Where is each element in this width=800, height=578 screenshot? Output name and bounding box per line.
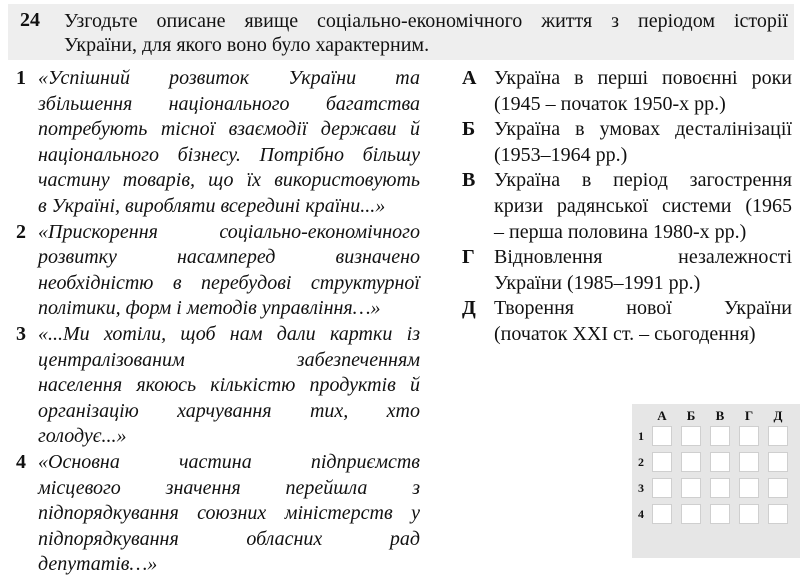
question-number: 24 <box>20 9 40 31</box>
grid-row-header: 4 <box>638 507 644 521</box>
statement-number: 4 <box>16 450 26 473</box>
statement-line: місцевого значення перейшла з <box>38 476 420 499</box>
answer-cell[interactable] <box>768 504 788 524</box>
grid-row-header: 1 <box>638 429 644 443</box>
answer-cell[interactable] <box>681 478 701 498</box>
answer-cell[interactable] <box>768 478 788 498</box>
statements-column <box>16 66 420 578</box>
option-line: (початок XXI ст. – сьогодення) <box>494 322 756 345</box>
option-line: (1945 – початок 1950-х рр.) <box>494 92 726 115</box>
answer-cell[interactable] <box>710 426 730 446</box>
statement-line: «...Ми хотіли, щоб нам дали картки із <box>38 322 420 345</box>
statement-line: політики, форм і методів управління…» <box>38 297 381 320</box>
statement-number: 3 <box>16 322 26 345</box>
statement-line: населення якоюсь кількістю продуктів й <box>38 374 420 397</box>
option-letter: Д <box>462 297 476 320</box>
option-letter: Г <box>462 246 475 269</box>
grid-row-header: 2 <box>638 455 644 469</box>
statement-line: «Основна частина підприємств <box>38 450 420 473</box>
answer-grid <box>632 404 800 558</box>
answer-cell[interactable] <box>710 478 730 498</box>
option-line: Україна в період загострення <box>494 169 792 192</box>
grid-column-header: Б <box>686 408 696 423</box>
answer-cell[interactable] <box>710 452 730 472</box>
option-a <box>462 66 792 117</box>
statement-line: необхідністю в перебудові структурної <box>38 271 420 294</box>
answer-cell[interactable] <box>652 478 672 498</box>
answer-cell[interactable] <box>681 504 701 524</box>
statement-2 <box>16 220 420 322</box>
option-line: Творення нової України <box>494 297 792 320</box>
answer-cell[interactable] <box>768 452 788 472</box>
statement-3 <box>16 322 420 450</box>
statement-line: організацію харчування тих, хто <box>38 399 420 422</box>
grid-row-header: 3 <box>638 481 644 495</box>
statement-line: розвитку насамперед визначено <box>38 246 420 269</box>
statement-1 <box>16 66 420 220</box>
statement-line: підпорядкування обласних рад <box>38 527 420 550</box>
option-letter: В <box>462 169 476 192</box>
option-v <box>462 168 792 245</box>
statement-line: збільшення національного багатства <box>38 92 420 115</box>
statement-line: «Прискорення соціально-економічного <box>38 220 420 243</box>
grid-column-header: А <box>657 408 667 423</box>
statement-line: «Успішний розвиток України та <box>38 67 420 89</box>
grid-column-header: В <box>715 408 725 423</box>
statement-number: 2 <box>16 220 26 243</box>
answer-cell[interactable] <box>768 426 788 446</box>
statement-line: депутатів…» <box>38 553 158 576</box>
question-header <box>8 4 794 60</box>
option-line: Україна в умовах десталінізації <box>494 118 792 141</box>
answer-cell[interactable] <box>652 426 672 446</box>
option-line: Відновлення незалежності <box>494 246 792 269</box>
option-letter: А <box>462 67 477 89</box>
statement-line: голодує...» <box>38 425 127 448</box>
statement-line: централізованим забезпеченням <box>38 348 420 371</box>
answer-cell[interactable] <box>652 452 672 472</box>
statement-4 <box>16 450 420 578</box>
statement-line: в Україні, виробляти всередині країни...» <box>38 194 386 217</box>
grid-column-header: Г <box>744 408 754 423</box>
option-letter: Б <box>462 118 476 141</box>
option-line: кризи радянської системи (1965 <box>494 194 792 217</box>
statement-number: 1 <box>16 67 26 89</box>
option-line: Україна в перші повоєнні роки <box>494 67 792 89</box>
statement-line: підпорядкування союзних міністерств у <box>38 502 420 525</box>
option-d <box>462 296 792 347</box>
option-h <box>462 245 792 296</box>
answer-cell[interactable] <box>710 504 730 524</box>
option-b <box>462 117 792 168</box>
answer-cell[interactable] <box>681 452 701 472</box>
question-text-line: Узгодьте описане явище соціально-економічного життя з періодом історії <box>64 10 788 32</box>
option-line: України (1985–1991 рр.) <box>494 271 701 294</box>
answer-cell[interactable] <box>739 452 759 472</box>
answer-cell[interactable] <box>739 426 759 446</box>
option-line: (1953–1964 рр.) <box>494 143 628 166</box>
answer-cell[interactable] <box>739 478 759 498</box>
options-column <box>462 66 792 348</box>
answer-cell[interactable] <box>739 504 759 524</box>
grid-column-header: Д <box>773 408 783 423</box>
option-line: – перша половина 1980-х рр.) <box>494 220 747 243</box>
statement-line: національного бізнесу. Потрібно більшу <box>38 143 420 166</box>
answer-cell[interactable] <box>652 504 672 524</box>
statement-line: потребують тісної взаємодії держави й <box>38 118 420 141</box>
question-text <box>64 9 788 57</box>
statement-line: частину товарів, що їх використовують <box>38 169 420 192</box>
answer-cell[interactable] <box>681 426 701 446</box>
question-text-line: України, для якого воно було характерним. <box>64 34 430 56</box>
